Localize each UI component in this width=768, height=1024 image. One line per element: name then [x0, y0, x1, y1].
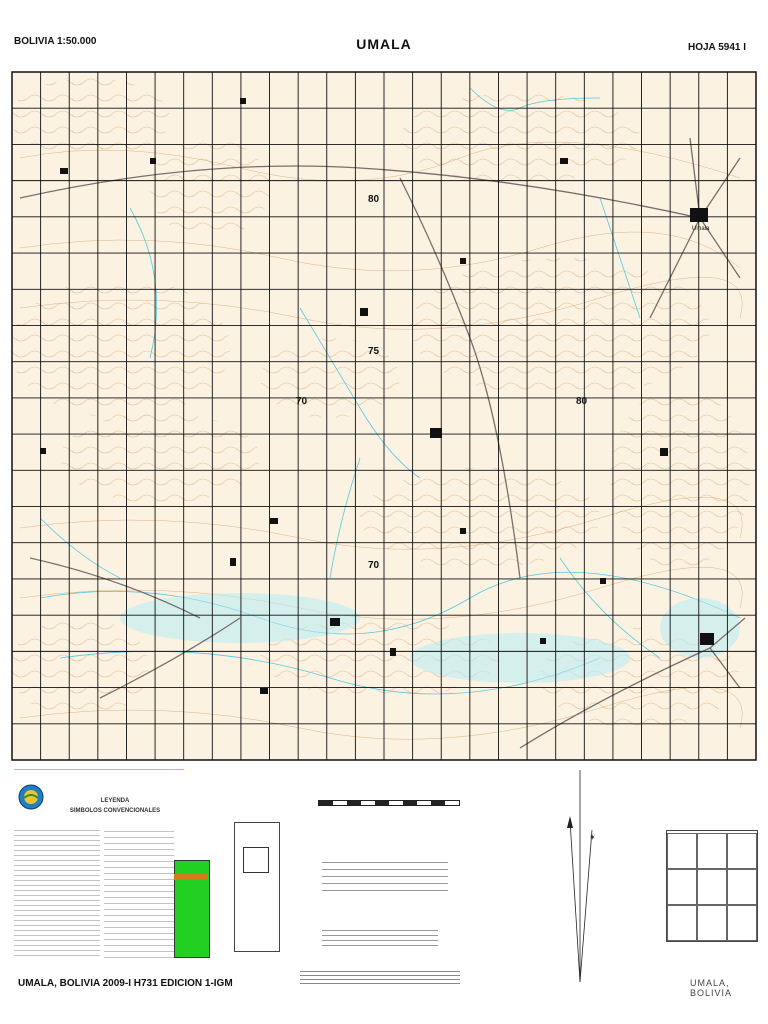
grid-label: 80 [576, 396, 588, 407]
map-title: UMALA [356, 36, 412, 52]
igm-emblem [18, 784, 44, 810]
grid-label: 80 [368, 194, 380, 205]
grid-label: 75 [368, 346, 380, 357]
sheet-index-diagram [234, 822, 280, 952]
legend-swatch-orange [174, 874, 208, 880]
place-label-umala: Umala [692, 226, 710, 232]
legend-subheading: SIMBOLOS CONVENCIONALES [69, 808, 161, 814]
datum-info-block [322, 926, 438, 946]
adjoining-sheet-cell [727, 869, 757, 905]
adjoining-sheets-index [666, 830, 758, 942]
footer-edition: UMALA, BOLIVIA 2009-I H731 EDICION 1-IGM [18, 978, 233, 989]
adjoining-sheet-cell [697, 833, 727, 869]
footer-sheet-name: UMALA, BOLIVIA [690, 978, 733, 998]
adjoining-sheet-cell [697, 869, 727, 905]
adjoining-sheet-cell [697, 905, 727, 941]
sheet-number: HOJA 5941 I [688, 42, 746, 53]
adjoining-sheet-cell [727, 905, 757, 941]
grid-label: 70 [368, 560, 380, 571]
adjoining-sheet-cell [667, 869, 697, 905]
map-series-label: BOLIVIA 1:50.000 [14, 36, 97, 47]
legend-symbol-table [14, 826, 210, 958]
north-arrow-diagram [540, 770, 620, 990]
legend-separator [14, 769, 184, 770]
grid-label: 70 [296, 396, 308, 407]
adjoining-sheet-cell [727, 833, 757, 869]
scale-bar [318, 800, 460, 806]
adjoining-sheet-cell [667, 905, 697, 941]
grid-info-block [322, 856, 448, 896]
legend-heading: LEYENDA [100, 798, 130, 804]
credits-block [300, 968, 460, 986]
topographic-map[interactable] [0, 58, 768, 773]
svg-text:✶: ✶ [589, 833, 596, 842]
adjoining-sheet-cell [667, 833, 697, 869]
